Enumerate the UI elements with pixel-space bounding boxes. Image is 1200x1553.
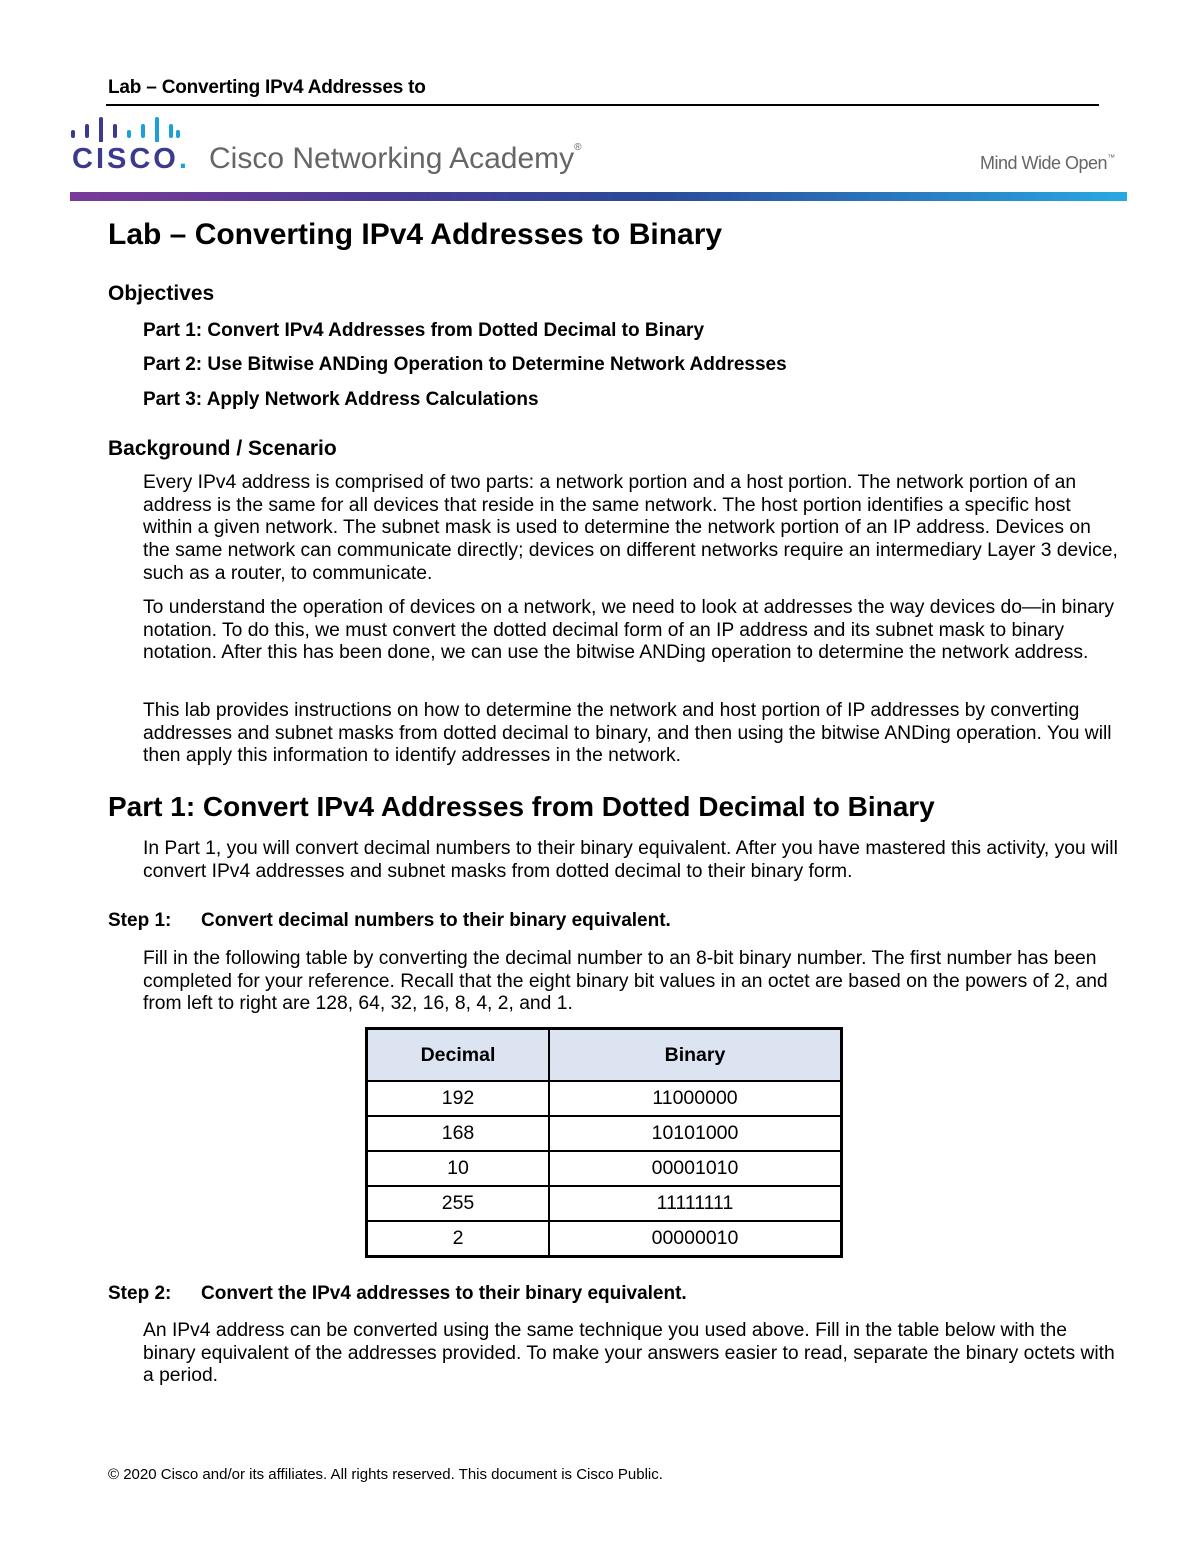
column-header: Decimal	[367, 1029, 550, 1082]
binary-cell[interactable]: 11111111	[549, 1186, 842, 1221]
copyright-footer: © 2020 Cisco and/or its affiliates. All rights reserved. This document is Cisco Public.	[108, 1466, 663, 1483]
step2-text: An IPv4 address can be converted using the same technique you used above. Fill in the table below with the binary equivalent of the addresses provided. To make your answers easier to read, separate the binary octets with a period.	[143, 1320, 1115, 1387]
academy-name: Cisco Networking Academy®	[209, 142, 582, 175]
table-row	[367, 1186, 842, 1221]
step1-text: Fill in the following table by converting the decimal number to an 8-bit binary number. The first number has been completed for your reference. Recall that the eight binary bit values in an octet are based on the powers of 2, and from left to right are 128, 64, 32, 16, 8, 4, 2, and 1.	[143, 948, 1108, 1015]
column-header: Binary	[549, 1029, 842, 1082]
tagline: Mind Wide Open™	[980, 153, 1115, 173]
objective-item: Part 3: Apply Network Address Calculations	[143, 389, 539, 410]
background-paragraph: To understand the operation of devices on a network, we need to look at addresses the way devices do—in binary notation. To do this, we must convert the dotted decimal form of an IP address and its subnet mask to binary notation. After this has been done, we can use the bitwise ANDing operation to determine the network address.	[143, 597, 1115, 664]
step-title: Convert decimal numbers to their binary equivalent.	[201, 910, 671, 931]
table-header-row	[367, 1029, 842, 1082]
part1-heading: Part 1: Convert IPv4 Addresses from Dotted Decimal to Binary	[108, 791, 935, 822]
background-paragraph: Every IPv4 address is comprised of two parts: a network portion and a host portion. The network portion of an address is the same for all devices that reside in the same network. The host portion identifies a specific host within a given network. The subnet mask is used to determine the network portion of an IP address. Devices on the same network can communicate directly; devices on different networks require an intermediary Layer 3 device, such as a router, to communicate.	[143, 472, 1118, 584]
binary-cell[interactable]: 00000010	[549, 1221, 842, 1257]
running-header: Lab – Converting IPv4 Addresses to	[108, 77, 426, 98]
step-label: Step 2:	[108, 1283, 172, 1304]
step2-heading	[108, 1283, 687, 1305]
background-paragraph: This lab provides instructions on how to determine the network and host portion of IP addresses by converting addresses and subnet masks from dotted decimal to binary, and then using the bitwise ANDing operation. You will then apply this information to identify addresses in the network.	[143, 700, 1112, 767]
page-title: Lab – Converting IPv4 Addresses to Binary	[108, 218, 723, 251]
binary-cell[interactable]: 11000000	[549, 1081, 842, 1116]
table-row	[367, 1221, 842, 1257]
binary-cell[interactable]: 10101000	[549, 1116, 842, 1151]
table-row	[367, 1081, 842, 1116]
decimal-cell: 2	[367, 1221, 550, 1257]
step-title: Convert the IPv4 addresses to their binary equivalent.	[201, 1283, 687, 1304]
part1-intro: In Part 1, you will convert decimal numbers to their binary equivalent. After you have mastered this activity, you will convert IPv4 addresses and subnet masks from dotted decimal to their binary form.	[143, 838, 1118, 882]
brand-gradient-bar	[70, 192, 1127, 201]
cisco-logo: CISCO.	[72, 143, 190, 175]
step-label: Step 1:	[108, 910, 172, 931]
step1-heading	[108, 910, 671, 932]
decimal-cell: 168	[367, 1116, 550, 1151]
objectives-heading: Objectives	[108, 282, 215, 305]
binary-cell[interactable]: 00001010	[549, 1151, 842, 1186]
decimal-cell: 192	[367, 1081, 550, 1116]
decimal-cell: 10	[367, 1151, 550, 1186]
objective-item: Part 2: Use Bitwise ANDing Operation to Determine Network Addresses	[143, 354, 787, 375]
cisco-bars-icon	[70, 116, 182, 142]
background-heading: Background / Scenario	[108, 437, 337, 460]
header-rule	[106, 104, 1099, 106]
objective-item: Part 1: Convert IPv4 Addresses from Dotted Decimal to Binary	[143, 320, 705, 341]
table-row	[367, 1116, 842, 1151]
table-row	[367, 1151, 842, 1186]
decimal-binary-table	[365, 1027, 843, 1258]
decimal-cell: 255	[367, 1186, 550, 1221]
